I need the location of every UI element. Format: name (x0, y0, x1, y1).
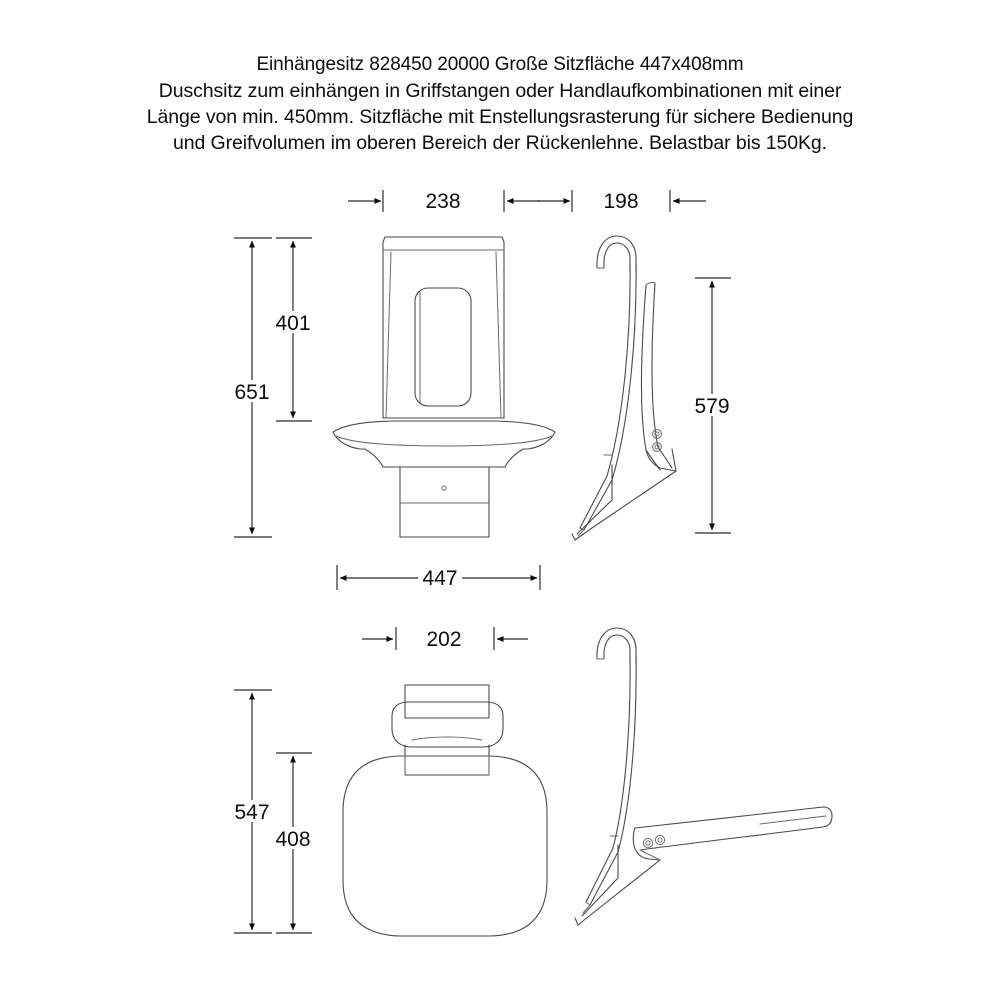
lower-top-view (343, 685, 547, 936)
lower-leg-upper (582, 845, 618, 916)
backrest-inner-left (386, 252, 391, 418)
lower-hook-inner (604, 635, 630, 664)
lower-hinge-bolt-left-center (646, 841, 650, 845)
rear-upright-outer (584, 262, 636, 530)
lower-hinge-bolt-left (643, 838, 652, 847)
title-line-3: Länge von min. 450mm. Sitzfläche mit Enstellungsrasterung für sichere Bedienung (146, 106, 854, 128)
lower-seat-arm-top (635, 807, 832, 850)
seat-plate-crease (336, 436, 552, 446)
title-line-1: Einhängesitz 828450 20000 Große Sitzfläche 447x408mm (256, 54, 744, 75)
lower-dimensions (234, 565, 540, 933)
dim-label-447: 447 (422, 567, 458, 590)
seat-plate-outline (333, 421, 555, 467)
dim-label-651: 651 (234, 381, 270, 404)
dim-label-202: 202 (426, 628, 462, 651)
mounting-post-outline (400, 467, 489, 537)
upper-dimensions (234, 190, 731, 537)
dim-label-238: 238 (425, 190, 461, 213)
mounting-post-hole (442, 486, 446, 490)
top-view-mounting-block (392, 702, 503, 747)
title-line-2: Duschsitz zum einhängen in Griffstangen oder Handlaufkombinationen mit einer (158, 80, 842, 102)
lower-hinge-bolt-right (655, 835, 664, 844)
rear-upright-inner (580, 264, 630, 528)
backrest-grip-opening (415, 288, 471, 406)
hanger-hook-inner (604, 243, 630, 272)
dim-label-401: 401 (275, 312, 311, 335)
backrest-blade-cap (646, 282, 655, 285)
dim-label-547: 547 (234, 801, 270, 824)
lower-seat-arm-edge-detail (760, 816, 826, 824)
lower-post-outer (590, 655, 636, 905)
dim-label-408: 408 (275, 828, 311, 851)
lower-post-foot (586, 902, 590, 905)
backrest-blade-right (652, 283, 672, 468)
lower-post-inner (586, 657, 630, 902)
lower-hinge-housing-edge (640, 850, 660, 860)
lower-hinge-bolt-right-center (658, 838, 662, 842)
hinge-bolt-upper (653, 430, 662, 439)
dim-label-579: 579 (694, 395, 730, 418)
top-view-seat-outline (343, 756, 547, 936)
upper-side-view (572, 236, 676, 540)
dim-label-198: 198 (603, 190, 639, 213)
upper-front-view (333, 237, 555, 537)
top-view-block-slot (412, 737, 482, 740)
lower-side-view (575, 628, 832, 925)
backrest-inner-right (496, 252, 501, 418)
top-view-neck (405, 745, 489, 775)
backrest-outline (383, 237, 504, 418)
side-foot-sloped-top (572, 471, 676, 540)
title-line-4: und Greifvolumen im oberen Bereich der Rückenlehne. Belastbar bis 150Kg. (172, 132, 827, 154)
